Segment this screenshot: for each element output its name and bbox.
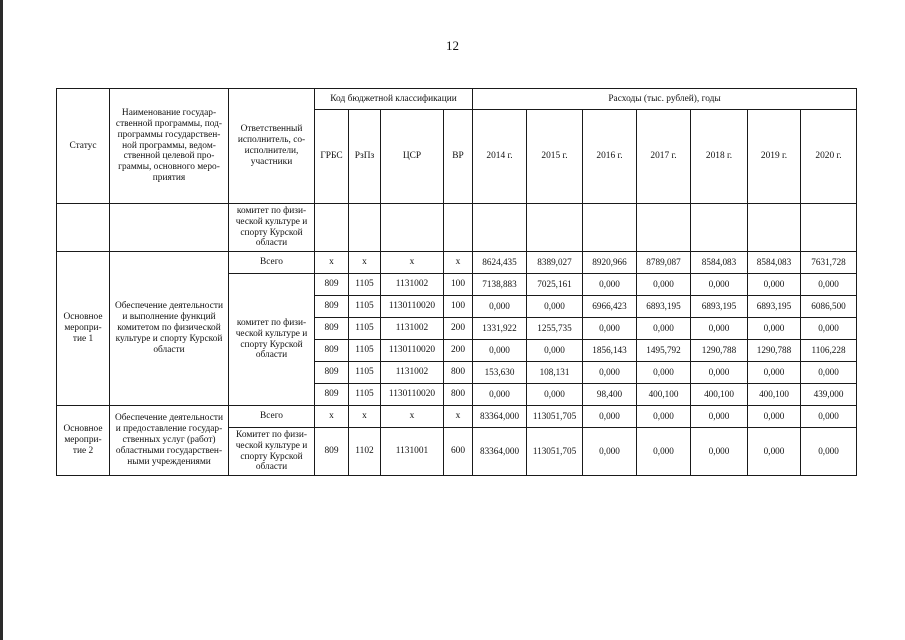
- expense-value: 6893,195: [637, 296, 691, 318]
- expense-value: 0,000: [748, 428, 801, 476]
- expense-value: 0,000: [473, 296, 527, 318]
- csr-cell: 1131002: [381, 318, 444, 340]
- header-year: 2019 г.: [748, 110, 801, 204]
- expense-value: 0,000: [583, 362, 637, 384]
- grbs-cell: x: [315, 406, 349, 428]
- scan-left-edge: [0, 0, 3, 640]
- expense-value: 0,000: [637, 318, 691, 340]
- expense-value: 8789,087: [637, 252, 691, 274]
- expense-value: 0,000: [583, 318, 637, 340]
- expense-value: 0,000: [473, 340, 527, 362]
- expense-value: 0,000: [691, 274, 748, 296]
- grbs-cell: x: [315, 252, 349, 274]
- expense-value: 400,100: [691, 384, 748, 406]
- csr-cell: 1131002: [381, 274, 444, 296]
- vr-cell: 600: [444, 428, 473, 476]
- grbs-cell: 809: [315, 274, 349, 296]
- expense-value: 1495,792: [637, 340, 691, 362]
- expense-value: 0,000: [748, 406, 801, 428]
- csr-cell: 1130110020: [381, 296, 444, 318]
- header-name: Наименование государ-ственной программы, под-программы государствен-ной программы, ведом-ственной целевой про-граммы, основного меро-приятия: [110, 89, 229, 204]
- expense-value: 400,100: [748, 384, 801, 406]
- header-expenses: Расходы (тыс. рублей), годы: [473, 89, 857, 110]
- header-status: Статус: [57, 89, 110, 204]
- expense-value: 0,000: [801, 406, 857, 428]
- header-row: [57, 89, 857, 110]
- expense-value: 0,000: [637, 362, 691, 384]
- measure-name: Обеспечение деятельности и предоставление государ-ственных услуг (работ) областными государствен-ными учреждениями: [110, 406, 229, 476]
- csr-cell: 1130110020: [381, 384, 444, 406]
- grbs-cell: 809: [315, 340, 349, 362]
- expense-value: 1856,143: [583, 340, 637, 362]
- expense-value: 8624,435: [473, 252, 527, 274]
- expense-value: 0,000: [691, 428, 748, 476]
- header-year: 2016 г.: [583, 110, 637, 204]
- expense-value: 400,100: [637, 384, 691, 406]
- expense-value: 8389,027: [527, 252, 583, 274]
- responsible-committee: Комитет по физи-ческой культуре и спорту Курской области: [229, 428, 315, 476]
- header-year: 2018 г.: [691, 110, 748, 204]
- vr-cell: 800: [444, 384, 473, 406]
- rzpr-cell: 1105: [349, 318, 381, 340]
- expense-value: 7138,883: [473, 274, 527, 296]
- vr-cell: 800: [444, 362, 473, 384]
- vr-cell: x: [444, 252, 473, 274]
- measure-1-group: [57, 252, 857, 406]
- expense-value: 1290,788: [691, 340, 748, 362]
- expense-value: 0,000: [473, 384, 527, 406]
- header-year: 2014 г.: [473, 110, 527, 204]
- expense-value: 8584,083: [748, 252, 801, 274]
- expense-value: 8584,083: [691, 252, 748, 274]
- expense-value: 0,000: [691, 406, 748, 428]
- measure-status: Основное меропри-тие 1: [57, 252, 110, 406]
- grbs-cell: 809: [315, 362, 349, 384]
- expense-value: 153,630: [473, 362, 527, 384]
- header-year: 2017 г.: [637, 110, 691, 204]
- expense-value: 113051,705: [527, 428, 583, 476]
- budget-table: [56, 88, 857, 476]
- header-grbs: ГРБС: [315, 110, 349, 204]
- expense-value: 0,000: [637, 406, 691, 428]
- expense-value: 1290,788: [748, 340, 801, 362]
- rzpr-cell: 1105: [349, 384, 381, 406]
- csr-cell: x: [381, 406, 444, 428]
- expense-value: 0,000: [748, 318, 801, 340]
- expense-value: 1255,735: [527, 318, 583, 340]
- expense-value: 0,000: [801, 318, 857, 340]
- expense-value: 0,000: [748, 362, 801, 384]
- rzpr-cell: x: [349, 252, 381, 274]
- header-budget-code: Код бюджетной классификации: [315, 89, 473, 110]
- expense-value: 0,000: [527, 340, 583, 362]
- expense-value: 6893,195: [748, 296, 801, 318]
- header-csr: ЦСР: [381, 110, 444, 204]
- expense-value: 1331,922: [473, 318, 527, 340]
- vr-cell: 100: [444, 296, 473, 318]
- expense-value: 6086,500: [801, 296, 857, 318]
- vr-cell: 200: [444, 340, 473, 362]
- expense-value: 6966,423: [583, 296, 637, 318]
- expense-value: 113051,705: [527, 406, 583, 428]
- expense-value: 0,000: [691, 318, 748, 340]
- header-responsible: Ответственный исполнитель, со-исполнители, участники: [229, 89, 315, 204]
- expense-value: 7631,728: [801, 252, 857, 274]
- grbs-cell: 809: [315, 428, 349, 476]
- vr-cell: 100: [444, 274, 473, 296]
- continuation-row: [57, 204, 857, 252]
- responsible-committee: комитет по физи-ческой культуре и спорту Курской области: [229, 274, 315, 406]
- rzpr-cell: 1105: [349, 274, 381, 296]
- expense-value: 1106,228: [801, 340, 857, 362]
- measure-name: Обеспечение деятельности и выполнение функций комитетом по физической культуре и спорту Курской области: [110, 252, 229, 406]
- grbs-cell: 809: [315, 296, 349, 318]
- rzpr-cell: 1105: [349, 340, 381, 362]
- expense-value: 0,000: [637, 428, 691, 476]
- expense-value: 0,000: [527, 384, 583, 406]
- expense-value: 439,000: [801, 384, 857, 406]
- grbs-cell: 809: [315, 384, 349, 406]
- rzpr-cell: 1102: [349, 428, 381, 476]
- csr-cell: 1131002: [381, 362, 444, 384]
- expense-value: 0,000: [583, 406, 637, 428]
- expense-value: 6893,195: [691, 296, 748, 318]
- expense-value: 8920,966: [583, 252, 637, 274]
- rzpr-cell: x: [349, 406, 381, 428]
- expense-value: 83364,000: [473, 406, 527, 428]
- expense-value: 0,000: [801, 274, 857, 296]
- continuation-responsible: комитет по физи-ческой культуре и спорту Курской области: [229, 204, 315, 252]
- table-row: [57, 252, 857, 274]
- expense-value: 0,000: [691, 362, 748, 384]
- vr-cell: x: [444, 406, 473, 428]
- header-year: 2015 г.: [527, 110, 583, 204]
- expense-value: 83364,000: [473, 428, 527, 476]
- expense-value: 0,000: [527, 296, 583, 318]
- rzpr-cell: 1105: [349, 362, 381, 384]
- csr-cell: 1131001: [381, 428, 444, 476]
- expense-value: 0,000: [748, 274, 801, 296]
- expense-value: 98,400: [583, 384, 637, 406]
- vr-cell: 200: [444, 318, 473, 340]
- csr-cell: x: [381, 252, 444, 274]
- page-number: 12: [446, 38, 459, 53]
- header-rzpr: РзПз: [349, 110, 381, 204]
- expense-value: 0,000: [801, 428, 857, 476]
- csr-cell: 1130110020: [381, 340, 444, 362]
- grbs-cell: 809: [315, 318, 349, 340]
- expense-value: 7025,161: [527, 274, 583, 296]
- responsible-total: Всего: [229, 406, 315, 428]
- expense-value: 0,000: [637, 274, 691, 296]
- header-vr: ВР: [444, 110, 473, 204]
- table-row: [57, 406, 857, 428]
- rzpr-cell: 1105: [349, 296, 381, 318]
- measure-2-group: [57, 406, 857, 476]
- expense-value: 0,000: [583, 428, 637, 476]
- expense-value: 0,000: [583, 274, 637, 296]
- expense-value: 0,000: [801, 362, 857, 384]
- header-year: 2020 г.: [801, 110, 857, 204]
- measure-status: Основное меропри-тие 2: [57, 406, 110, 476]
- expense-value: 108,131: [527, 362, 583, 384]
- responsible-total: Всего: [229, 252, 315, 274]
